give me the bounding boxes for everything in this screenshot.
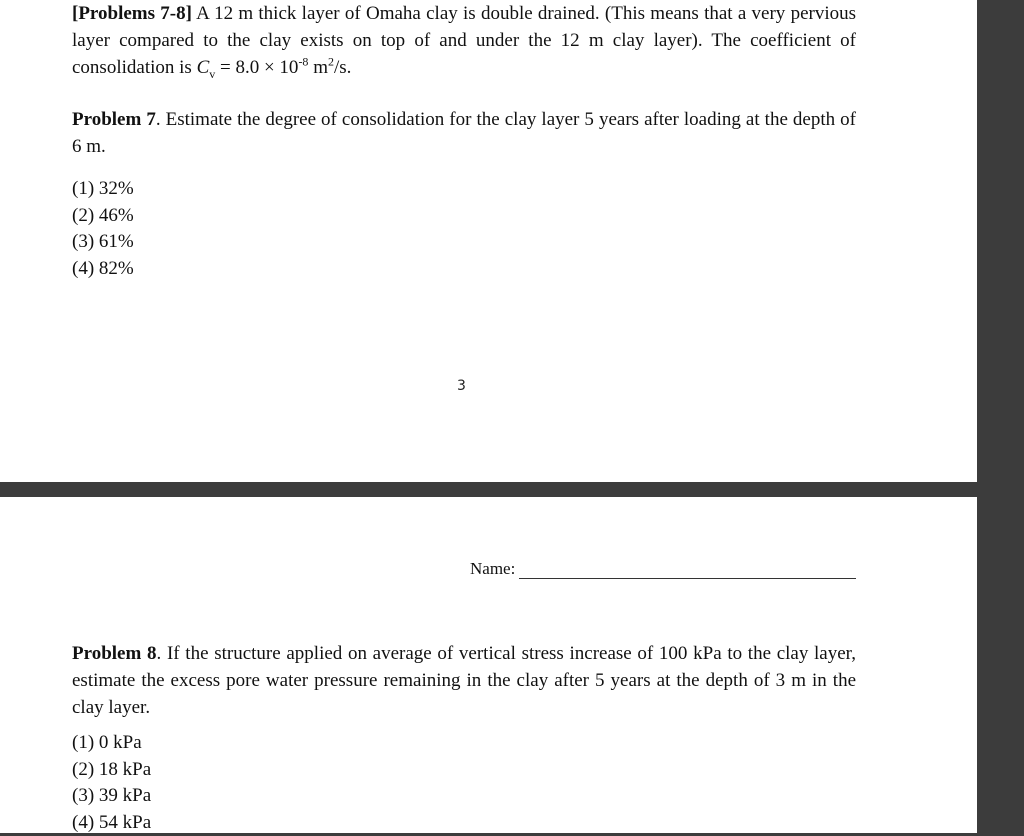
problem8-option: (1) 0 kPa — [72, 730, 151, 757]
problem8-label: Problem 8 — [72, 643, 157, 664]
problem7-label: Problem 7 — [72, 109, 156, 130]
problem7-options — [72, 176, 134, 282]
cv-unit-end: /s. — [334, 57, 351, 78]
problem8-option: (2) 18 kPa — [72, 757, 151, 784]
problem8-text: . If the structure applied on average of vertical stress increase of 100 kPa to the clay layer, estimate the excess pore water pressure remaining in the clay after 5 years at the depth of 3 m in the clay layer. — [72, 643, 856, 718]
problem8-option: (3) 39 kPa — [72, 783, 151, 810]
cv-unit-exponent: 2 — [328, 55, 334, 69]
problem8-option: (4) 54 kPa — [72, 810, 151, 836]
problem7-text: . Estimate the degree of consolidation for the clay layer 5 years after loading at the depth of 6 m. — [72, 109, 856, 157]
problem8-paragraph — [72, 640, 856, 721]
intro-paragraph — [72, 0, 856, 81]
problem7-option: (3) 61% — [72, 229, 134, 256]
cv-exponent: -8 — [298, 55, 308, 69]
problem7-option: (2) 46% — [72, 203, 134, 230]
cv-value: = 8.0 × 10 — [215, 57, 298, 78]
cv-subscript: v — [209, 67, 215, 81]
name-underline — [519, 560, 856, 579]
problems-label: [Problems 7-8] — [72, 3, 192, 24]
cv-symbol: C — [197, 57, 210, 78]
problem7-option: (1) 32% — [72, 176, 134, 203]
problem7-option: (4) 82% — [72, 256, 134, 283]
problem8-options — [72, 730, 151, 836]
problem7-paragraph — [72, 106, 856, 160]
name-label: Name: — [470, 559, 515, 579]
document-page-4 — [0, 497, 977, 833]
name-field — [470, 559, 856, 579]
page-divider — [0, 482, 977, 497]
page-number: 3 — [457, 378, 466, 394]
intro-text: A 12 m thick layer of Omaha clay is double drained. (This means that a very pervious layer compared to the clay exists on top of and under the 12 m clay layer). The coefficient of consolidation is — [72, 3, 856, 78]
cv-unit: m — [308, 57, 328, 78]
